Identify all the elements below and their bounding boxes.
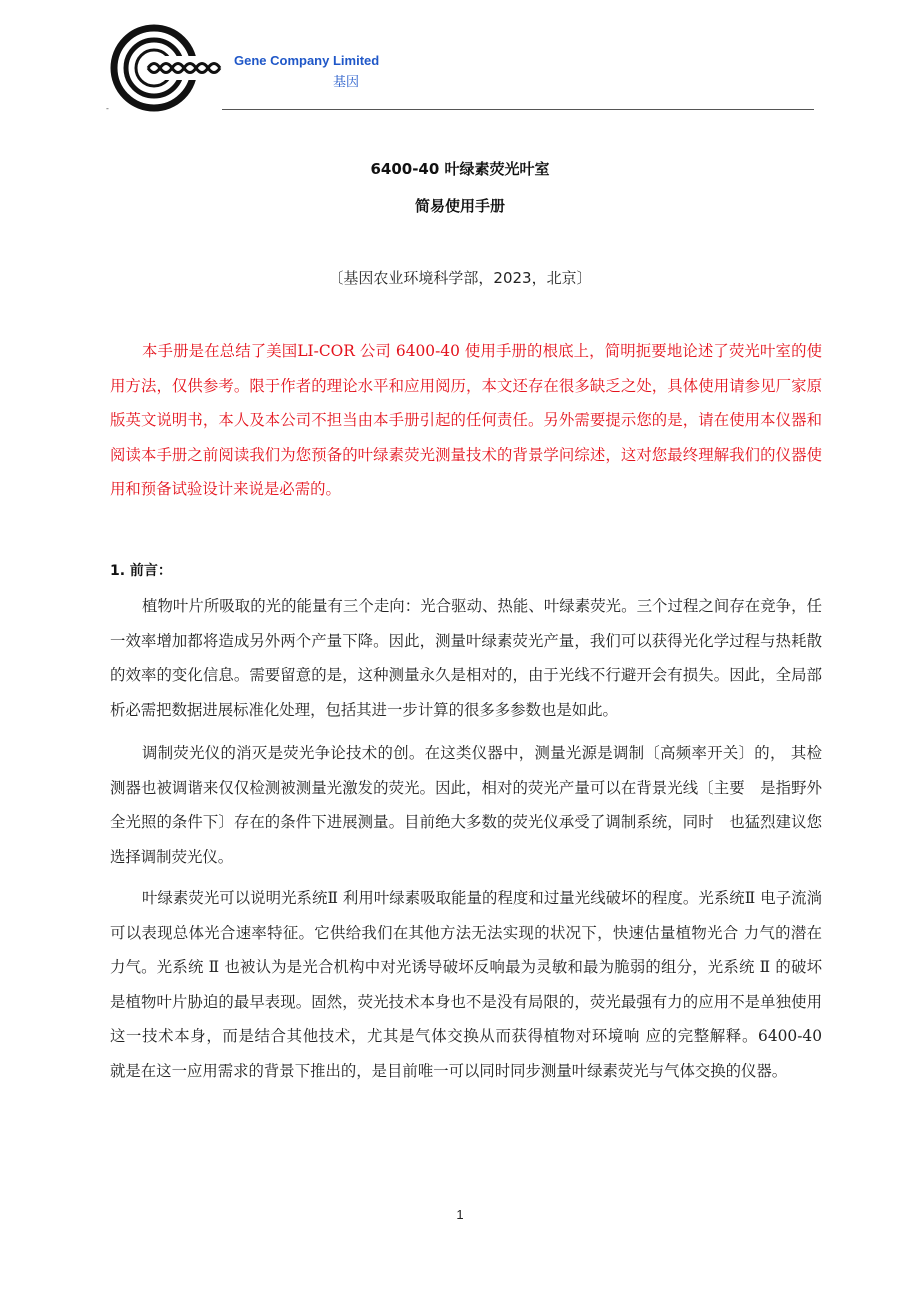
header-divider: [222, 109, 814, 110]
body-paragraph-1: 植物叶片所吸取的光的能量有三个走向：光合驱动、热能、叶绿素荧光。三个过程之间存在竞争，任一效率增加都将造成另外两个产量下降。因此，测量叶绿素荧光产量，我们可以获得光化学过程与热耗散的效率的变化信息。需要留意的是，这种测量永久是相对的，由于光线不行避开会有损失。因此，全局部析必需把数据进展标准化处理，包括其进一步计算的很多多参数也是如此。: [110, 597, 822, 719]
gene-helix-logo-icon: [108, 22, 228, 114]
section-heading: 1. 前言：: [110, 563, 172, 579]
body-paragraph-3: 叶绿素荧光可以说明光系统Ⅱ 利用叶绿素吸取能量的程度和过量光线破坏的程度。光系统Ⅱ 电子流淌可以表现总体光合速率特征。它供给我们在其他方法无法实现的状况下，快速估量植物光合 力气的潜在力气。光系统 Ⅱ 也被认为是光合机构中对光诱导破坏反响最为灵敏和最为脆弱的组分，光系统 Ⅱ 的破坏是植物叶片胁迫的最早表现。固然，荧光技术本身也不是没有局限的，荧光最强有力的应用不是单独使用这一技术本身，而是结合其他技术，尤其是气体交换从而获得植物对环境响 应的完整解释。6400-40 就是在这一应用需求的背景下推出的，是目前唯一可以同时同步测量叶绿素荧光与气体交换的仪器。: [110, 889, 843, 1080]
document-byline: 〔基因农业环境科学部，2023，北京〕: [328, 269, 592, 287]
company-name-cn: 基因: [333, 75, 360, 90]
document-subtitle: 简易使用手册: [414, 197, 505, 215]
company-name-en: Gene Company Limited: [234, 53, 380, 68]
disclaimer-paragraph: 本手册是在总结了美国LI-COR 公司 6400-40 使用手册的根底上，简明扼要地论述了荧光叶室的使用方法，仅供参考。限于作者的理论水平和应用阅历，本文还存在很多缺乏之处，具体使用请参见厂家原版英文说明书，本人及本公司不担当由本手册引起的任何责任。另外需要提示您的是，请在使用本仪器和阅读本手册之前阅读我们为您预备的叶绿素荧光测量技术的背景学问综述，这对您最终理解我们的仪器使用和预备试验设计来说是必需的。: [110, 342, 822, 498]
margin-mark: -: [106, 104, 109, 113]
document-title: 6400-40 叶绿素荧光叶室: [370, 160, 550, 178]
body-paragraph-2: 调制荧光仪的消灭是荧光争论技术的创。在这类仪器中，测量光源是调制〔高频率开关〕的， 其检测器也被调谐来仅仅检测被测量光激发的荧光。因此，相对的荧光产量可以在背景光线〔主要 是指野外全光照的条件下〕存在的条件下进展测量。目前绝大多数的荧光仪承受了调制系统，同时 也猛烈建议您选择调制荧光仪。: [110, 744, 822, 866]
page-number: 1: [456, 1207, 464, 1222]
